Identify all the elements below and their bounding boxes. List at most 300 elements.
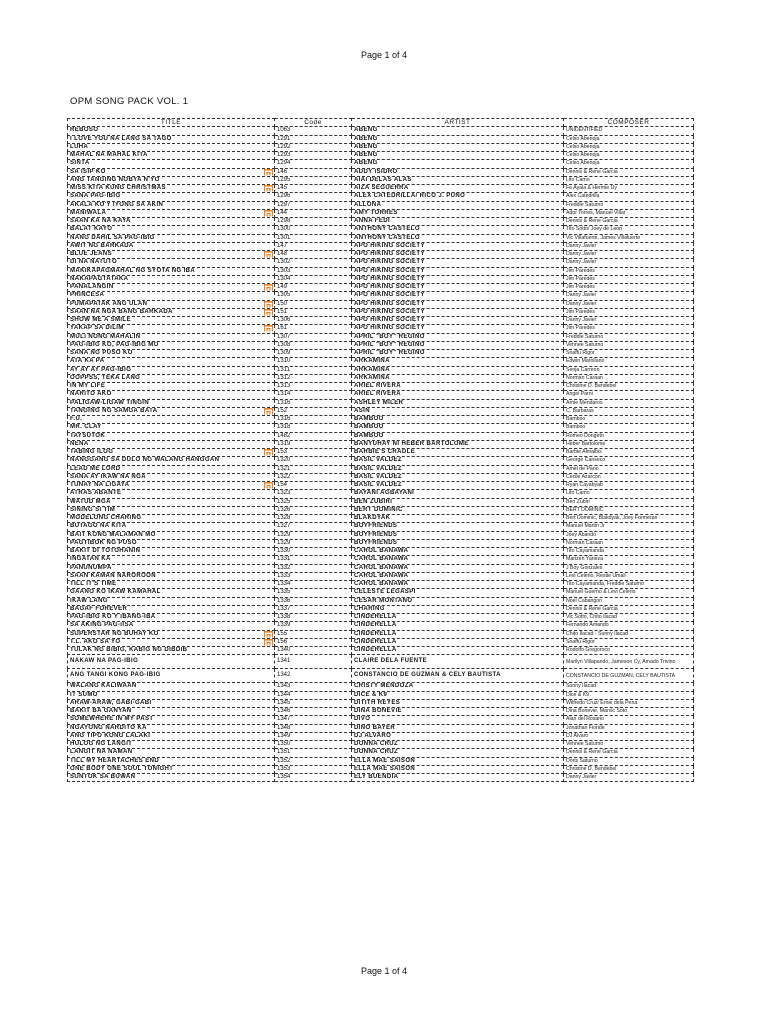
table-row: [68, 143, 694, 151]
song-title-cell: TUNAY NA LIGAYA: [70, 482, 130, 489]
composer-cell: Jim Paredes: [566, 275, 595, 282]
composer-cell: Ryan Cayabyab: [566, 482, 603, 489]
song-code-cell: 1347: [277, 716, 291, 723]
song-title-cell: BAGAF FOREVER: [70, 605, 128, 612]
table-row: [68, 193, 694, 201]
table-row: [68, 242, 694, 250]
song-title-cell: SUPERSTAR NG BUHAY KO: [70, 630, 159, 637]
song-title-cell: AWIT NG BARKADA: [70, 242, 134, 249]
song-code-cell: 1346: [277, 708, 291, 715]
song-code-cell: 1300: [277, 226, 291, 233]
song-title-cell: SAAN KA NA KAYA: [70, 218, 131, 225]
table-header-row: [68, 119, 694, 127]
song-code-cell: 153: [277, 449, 288, 456]
composer-cell: Ador Torres, Manuel Villar: [566, 209, 626, 216]
song-code-cell: 1320: [277, 457, 291, 464]
song-code-cell: 1295: [277, 176, 291, 183]
composer-cell: Danny Javier: [566, 242, 597, 249]
table-row: [68, 581, 694, 589]
artist-cell: CINDERELLA: [354, 647, 397, 654]
table-row: [68, 440, 694, 448]
song-code-cell: 1338: [277, 614, 291, 621]
table-row: [68, 374, 694, 382]
table-row: [68, 515, 694, 523]
composer-cell: Doris Saturno: [566, 757, 598, 764]
table-row: [68, 234, 694, 242]
song-code-cell: 1345: [277, 699, 291, 706]
song-code-cell: 156: [277, 638, 288, 645]
artist-cell: CAROL BANAWA: [354, 564, 409, 571]
new-song-badge-icon: [264, 482, 273, 489]
composer-cell: Rodolfo Gregoroco: [566, 647, 610, 654]
table-row: [68, 548, 694, 556]
song-code-cell: 1312: [277, 374, 291, 381]
artist-cell: CAROL BANAWA: [354, 556, 409, 563]
table-row: [68, 275, 694, 283]
composer-cell: Dice & K9: [566, 691, 590, 698]
song-code-cell: 1303: [277, 267, 291, 274]
song-title-cell: TILL MY HEARTACHES END: [70, 757, 160, 764]
song-code-cell: 1304: [277, 275, 291, 282]
song-title-cell: SINING SI TIM: [70, 506, 116, 513]
table-row: [68, 539, 694, 547]
artist-cell: AMY TORRES: [354, 209, 398, 216]
song-code-cell: 1294: [277, 160, 291, 167]
new-song-badge-icon: [264, 325, 273, 332]
table-row: [68, 605, 694, 613]
song-code-cell: 155: [277, 630, 288, 637]
artist-cell: ASIN: [354, 407, 370, 414]
table-row: [68, 292, 694, 300]
composer-cell: Tito Cayamanda: [566, 548, 604, 555]
composer-cell: George Canseco: [566, 457, 606, 464]
artist-cell: APO HIKING SOCIETY: [354, 275, 425, 282]
table-row: [68, 732, 694, 740]
new-song-badge-icon: [264, 169, 273, 176]
song-title-cell: NANG DAHIL SA PAG-IBIG: [70, 234, 155, 241]
song-code-cell: 1305: [277, 292, 291, 299]
page-header: Page 1 of 4: [360, 50, 408, 60]
artist-cell: APO HIKING SOCIETY: [354, 292, 425, 299]
song-title-cell: ATA KA PA: [70, 358, 105, 365]
song-title-cell: SA ISIP KO: [70, 168, 106, 175]
new-song-badge-icon: [264, 408, 273, 415]
composer-cell: Bamboo: [566, 424, 586, 431]
song-code-cell: 1316: [277, 416, 291, 423]
column-header-code: Code: [275, 119, 352, 127]
song-code-cell: 149: [277, 284, 288, 291]
song-title-cell: MANIWALA: [70, 209, 107, 216]
artist-cell: CINDERELLA: [354, 614, 397, 621]
song-title-cell: ONE BODY ONE SOUL TONIGHT: [70, 765, 174, 772]
artist-cell: BARBIE'S CRADLE: [354, 449, 416, 456]
composer-cell: Vic Sotto, Chito Ilacad: [566, 614, 617, 621]
song-code-cell: 144: [277, 209, 288, 216]
composer-cell: Levi Celerio, Restie Umali: [566, 572, 626, 579]
song-code-cell: 1341: [277, 658, 291, 665]
song-title-cell: PRINCESA: [70, 292, 105, 299]
artist-cell: DINA BONEVIE: [354, 708, 402, 715]
composer-cell: Fe Ayala & Hermie Uy: [566, 185, 617, 192]
table-row: [68, 457, 694, 465]
song-code-cell: 1337: [277, 605, 291, 612]
table-row: [68, 765, 694, 773]
song-code-cell: 1323: [277, 490, 291, 497]
composer-cell: Danny Javier: [566, 259, 597, 266]
song-code-cell: 1306: [277, 317, 291, 324]
table-row: [68, 407, 694, 415]
table-row: [68, 185, 694, 193]
song-title-cell: PANALANGIN: [70, 284, 114, 291]
composer-cell: Vic Villafuerte, James Villafuerte: [566, 234, 641, 241]
table-row: [68, 424, 694, 432]
song-title-cell: I LOVE YOU NA LANG SA TAGO: [70, 135, 172, 142]
artist-cell: CAROL BANAWA: [354, 581, 409, 588]
artist-cell: CRISTY MENDOZA: [354, 683, 414, 690]
composer-cell: Romeo Dongeto: [566, 432, 604, 439]
artist-cell: CINDERELLA: [354, 622, 397, 629]
composer-cell: BERT DOMINIC: [566, 506, 604, 513]
table-row: [68, 416, 694, 424]
composer-cell: Arnie Mendaros: [566, 399, 603, 406]
new-song-badge-icon: [264, 185, 273, 192]
song-title-cell: F.U.: [70, 416, 83, 423]
composer-cell: Jim Paredes: [566, 284, 595, 291]
composer-cell: Snaffu Rigor: [566, 350, 595, 357]
composer-cell: Lito Camo: [566, 176, 590, 183]
table-row: [68, 135, 694, 143]
composer-cell: Christine D. Bendebel: [566, 765, 617, 772]
composer-cell: Alex Catedrilla: [566, 193, 600, 200]
song-code-cell: 1293: [277, 152, 291, 159]
artist-cell: ALEX CATEDRILLA/ RICO J. PUNO: [354, 193, 466, 200]
table-row: [68, 317, 694, 325]
artist-cell: BLAKDYAK: [354, 515, 391, 522]
artist-cell: BOYFRIENDS: [354, 531, 398, 538]
composer-cell: Lito Camo: [566, 490, 590, 497]
song-title-cell: ANG TANGI KONG PAG-IBIG: [70, 672, 161, 679]
table-row: [68, 716, 694, 724]
composer-cell: Celso Abenoja: [566, 160, 600, 167]
composer-cell: Ben Zubiri: [566, 498, 590, 505]
new-song-badge-icon: [264, 210, 273, 217]
song-title-cell: TABING ILOG: [70, 449, 114, 456]
song-title-cell: BAKIT BA GANYAN: [70, 708, 132, 715]
song-title-cell: AY AY AY PAG-IBIG: [70, 366, 132, 373]
artist-cell: ARKAMINA: [354, 366, 390, 373]
table-row: [68, 498, 694, 506]
song-title-cell: IN MY LIFE: [70, 383, 106, 390]
song-title-cell: SANA AY IKAW NA NGA: [70, 473, 146, 480]
song-title-cell: NANGGANG SA DULO NG WALANG HANGGAN: [70, 457, 220, 464]
artist-cell: ABENG: [354, 143, 378, 150]
song-code-cell: 1309: [277, 350, 291, 357]
table-row: [68, 127, 694, 135]
song-title-cell: NAKAPAGTATAKA: [70, 275, 129, 282]
table-row: [68, 226, 694, 234]
artist-cell: ARKAMINA: [354, 374, 390, 381]
song-code-cell: 1308: [277, 341, 291, 348]
song-code-cell: 1340: [277, 647, 291, 654]
song-code-cell: 1313: [277, 383, 291, 390]
table-row: [68, 325, 694, 333]
song-title-cell: INGATAN KA: [70, 556, 111, 563]
song-code-cell: 1326: [277, 506, 291, 513]
song-code-cell: 1327: [277, 523, 291, 530]
song-title-cell: BAKIT DI TOTOHANIN: [70, 548, 141, 555]
table-row: [68, 630, 694, 638]
artist-cell: BAMBOO: [354, 432, 384, 439]
artist-cell: ABENG: [354, 127, 378, 134]
column-header-title: TITLE: [68, 119, 275, 127]
table-row: [68, 383, 694, 391]
song-code-cell: 146: [277, 168, 288, 175]
song-title-cell: TANGING NG SAMGA BATA: [70, 407, 158, 414]
song-title-cell: TILL IT'S TIME: [70, 581, 117, 588]
artist-cell: ANTHONY CASTELO: [354, 234, 420, 241]
composer-cell: Manuel Guerno & Levi Celerio: [566, 589, 636, 596]
composer-cell: Celso Abenoja: [566, 152, 600, 159]
song-code-cell: 1316: [277, 399, 291, 406]
table-row: [68, 201, 694, 209]
song-code-cell: 1339: [277, 622, 291, 629]
song-title-cell: BUTAGO NA KITA: [70, 523, 127, 530]
artist-cell: ELY BUENDIA: [354, 774, 399, 781]
table-row: [68, 490, 694, 498]
table-row: [68, 531, 694, 539]
song-code-cell: 1063: [277, 127, 291, 134]
song-title-cell: PAG-IBIG KO Y IBANG-IBA: [70, 614, 156, 621]
song-code-cell: 1318: [277, 424, 291, 431]
song-title-cell: SAAN NA NGA BANG BARKADA: [70, 308, 173, 315]
song-title-cell: TAYSUTOK: [70, 432, 106, 439]
document-title: OPM SONG PACK VOL. 1: [70, 96, 189, 107]
table-row: [68, 691, 694, 699]
table-row: [68, 749, 694, 757]
artist-cell: DIVO: [354, 716, 371, 723]
table-row: [68, 465, 694, 473]
artist-cell: BOYFRIENDS: [354, 539, 398, 546]
artist-cell: BAMBOO: [354, 424, 384, 431]
song-title-cell: SA AKING PAG-IISA: [70, 622, 134, 629]
song-code-cell: 147: [277, 242, 288, 249]
song-code-cell: 1319: [277, 440, 291, 447]
table-row: [68, 259, 694, 267]
song-code-cell: 1352: [277, 757, 291, 764]
artist-cell: APO HIKING SOCIETY: [354, 267, 425, 274]
song-code-cell: 1330: [277, 548, 291, 555]
artist-cell: APO HIKING SOCIETY: [354, 251, 425, 258]
song-title-cell: OOPPSS, TEKA LANG: [70, 374, 141, 381]
new-song-badge-icon: [264, 449, 273, 456]
table-row: [68, 168, 694, 176]
song-code-cell: 1349: [277, 732, 291, 739]
composer-cell: Celso Abenoja: [566, 143, 600, 150]
song-title-cell: SOMEWHERE IN MY PAST: [70, 716, 154, 723]
table-row: [68, 152, 694, 160]
song-code-cell: 1292: [277, 143, 291, 150]
table-row: [68, 333, 694, 341]
artist-cell: BASIL VALDEZ: [354, 473, 402, 480]
song-code-cell: 1302: [277, 259, 291, 266]
composer-cell: Dennis & Rene Garcia: [566, 168, 618, 175]
composer-cell: Norman Caraan: [566, 374, 603, 381]
song-title-cell: PAG-IBIG KO, PAG-IBIG MO: [70, 341, 159, 348]
artist-cell: APO HIKING SOCIETY: [354, 259, 425, 266]
composer-cell: Alan del Rosario: [566, 716, 605, 723]
song-code-cell: 1329: [277, 531, 291, 538]
new-song-badge-icon: [264, 639, 273, 646]
song-title-cell: MAHAL NA MAHAL KITA: [70, 152, 148, 159]
artist-cell: APRIL "BOY" REGINO: [354, 333, 425, 340]
composer-cell: Senja Carreon: [566, 366, 600, 373]
table-row: [68, 160, 694, 168]
song-code-cell: 1336: [277, 597, 291, 604]
song-title-cell: AKALA KO'Y IYONG SA AKIN: [70, 201, 164, 208]
new-song-badge-icon: [264, 631, 273, 638]
song-rows: [68, 127, 694, 782]
song-title-cell: PANUNUMPA: [70, 564, 112, 571]
song-code-cell: 1322: [277, 473, 291, 480]
song-code-cell: 1350: [277, 741, 291, 748]
song-title-cell: SAAN KAMAN NAROROON: [70, 572, 156, 579]
artist-cell: BAMBOO: [354, 416, 384, 423]
artist-cell: ARIEL RIVERA: [354, 391, 402, 398]
table-row: [68, 308, 694, 316]
song-code-cell: 1351: [277, 749, 291, 756]
composer-cell: Celso Abenoja: [566, 135, 600, 142]
artist-cell: AIZA SEGUERRA: [354, 185, 409, 192]
artist-cell: DONNA CRUZ: [354, 749, 399, 756]
artist-cell: ABENG: [354, 135, 378, 142]
table-row: [68, 572, 694, 580]
artist-cell: ARIEL RIVERA: [354, 383, 402, 390]
composer-cell: Danny Javier: [566, 317, 597, 324]
composer-cell: Dennis & Rene Garcia: [566, 749, 618, 756]
song-title-cell: ATRAS ABANTE: [70, 490, 122, 497]
song-code-cell: 1296: [277, 193, 291, 200]
song-title-cell: BALAT KAYO: [70, 226, 113, 233]
composer-cell: Barbie Almalbis: [566, 449, 602, 456]
composer-cell: Norman Caraan: [566, 539, 603, 546]
song-title-cell: ANG TIPO KONG LALAKI: [70, 732, 151, 739]
song-title-cell: GAANO KO IKAW KAMAHAL: [70, 589, 161, 596]
table-row: [68, 655, 694, 669]
song-title-cell: NAKAW NA PAG-IBIG: [70, 658, 139, 665]
song-code-cell: 1354: [277, 774, 291, 781]
song-title-cell: PALIGAW-LIGAW TINGIN: [70, 399, 150, 406]
song-title-cell: ANG TANGING NOBYA N'YO: [70, 176, 160, 183]
composer-cell: Fernando Amando: [566, 622, 609, 629]
song-code-cell: 161: [277, 325, 288, 332]
artist-cell: ANTHONY CASTELO: [354, 226, 420, 233]
artist-cell: DITITH REYES: [354, 699, 401, 706]
table-row: [68, 350, 694, 358]
artist-cell: ADDY ISIDRO: [354, 168, 398, 175]
song-code-cell: 1348: [277, 724, 291, 731]
table-row: [68, 482, 694, 490]
song-title-cell: SANA NG PUSO KO: [70, 350, 133, 357]
artist-cell: APO HIKING SOCIETY: [354, 284, 425, 291]
table-row: [68, 556, 694, 564]
artist-cell: BASIL VALDEZ: [354, 482, 402, 489]
artist-cell: DINO BAYER: [354, 724, 396, 731]
composer-cell: Snaffu Rigor: [566, 638, 595, 645]
artist-cell: APO HIKING SOCIETY: [354, 325, 425, 332]
song-title-cell: LANGIT NA NAMAN: [70, 749, 133, 756]
artist-cell: BOYFRIENDS: [354, 523, 398, 530]
composer-cell: Jim Paredes: [566, 267, 595, 274]
table-row: [68, 757, 694, 765]
page-footer: Page 1 of 4: [360, 966, 408, 976]
song-code-cell: 1333: [277, 572, 291, 579]
song-code-cell: 150: [277, 300, 288, 307]
composer-cell: C. Barbaras: [566, 407, 594, 414]
song-title-cell: ARAW-ARAW, GABI-GABI: [70, 699, 152, 706]
artist-cell: BERT DOMINIC: [354, 506, 403, 513]
artist-cell: ELLA MAE SAISON: [354, 765, 416, 772]
composer-cell: Edwin Marollano: [566, 358, 605, 365]
artist-cell: ELLA MAE SAISON: [354, 757, 416, 764]
artist-cell: CINDERELLA: [354, 638, 397, 645]
table-row: [68, 449, 694, 457]
composer-cell: DJ Alvaro: [566, 732, 589, 739]
song-title-cell: SHOW ME A SMILE: [70, 317, 131, 324]
song-title-cell: IKAW LANG: [70, 597, 108, 604]
song-title-cell: NGAYONG NARDITO KA: [70, 724, 147, 731]
table-row: [68, 209, 694, 217]
song-title-cell: SANA PAG-IBIG: [70, 193, 121, 200]
artist-cell: CHARING: [354, 605, 385, 612]
composer-cell: UNIDENTIFIED: [566, 127, 603, 134]
column-header-composer: COMPOSER: [564, 119, 694, 127]
song-title-cell: BAIT KONG MALAMAN MO: [70, 531, 156, 538]
song-title-cell: WALANG KALIWAAN: [70, 683, 137, 690]
composer-cell: Joey Abando: [566, 531, 596, 538]
song-title-cell: T.L. AKO SA'YO: [70, 638, 121, 645]
artist-cell: ABENG: [354, 152, 378, 159]
song-code-cell: 1344: [277, 691, 291, 698]
table-row: [68, 774, 694, 782]
table-row: [68, 251, 694, 259]
song-title-cell: DI NA NATUTO: [70, 259, 118, 266]
song-title-cell: NENA: [70, 440, 89, 447]
song-code-cell: 1332: [277, 564, 291, 571]
composer-cell: Vehnee Saturno: [566, 341, 604, 348]
composer-cell: J Boy Gonzales: [566, 564, 603, 571]
composer-cell: Angel Parni: [566, 391, 593, 398]
song-code-cell: 1329: [277, 539, 291, 546]
song-code-cell: 1335: [277, 589, 291, 596]
song-code-cell: 1334: [277, 581, 291, 588]
song-code-cell: 1321: [277, 465, 291, 472]
composer-cell: CONSTANCIO DE GUZMAN, CELY BAUTISTA: [566, 672, 676, 679]
composer-cell: Vehnee Saturno: [566, 741, 604, 748]
song-title-cell: BLUE JEANS: [70, 251, 113, 258]
song-code-cell: 1301: [277, 234, 291, 241]
song-code-cell: 148: [277, 251, 288, 258]
composer-cell: Jim Paredes: [566, 325, 595, 332]
artist-cell: BAYANI AGBAYANI: [354, 490, 415, 497]
artist-cell: CONSTANCIO DE GUZMAN & CELY BAUTISTA: [354, 672, 501, 679]
artist-cell: CAROL BANAWA: [354, 572, 409, 579]
song-code-cell: 1328: [277, 515, 291, 522]
table-row: [68, 399, 694, 407]
song-title-cell: MISS KITA KUNG CHRISTMAS: [70, 185, 166, 192]
artist-cell: DICE & K9: [354, 691, 388, 698]
composer-cell: Cecile Azarcon: [566, 473, 601, 480]
song-code-cell: 1307: [277, 333, 291, 340]
